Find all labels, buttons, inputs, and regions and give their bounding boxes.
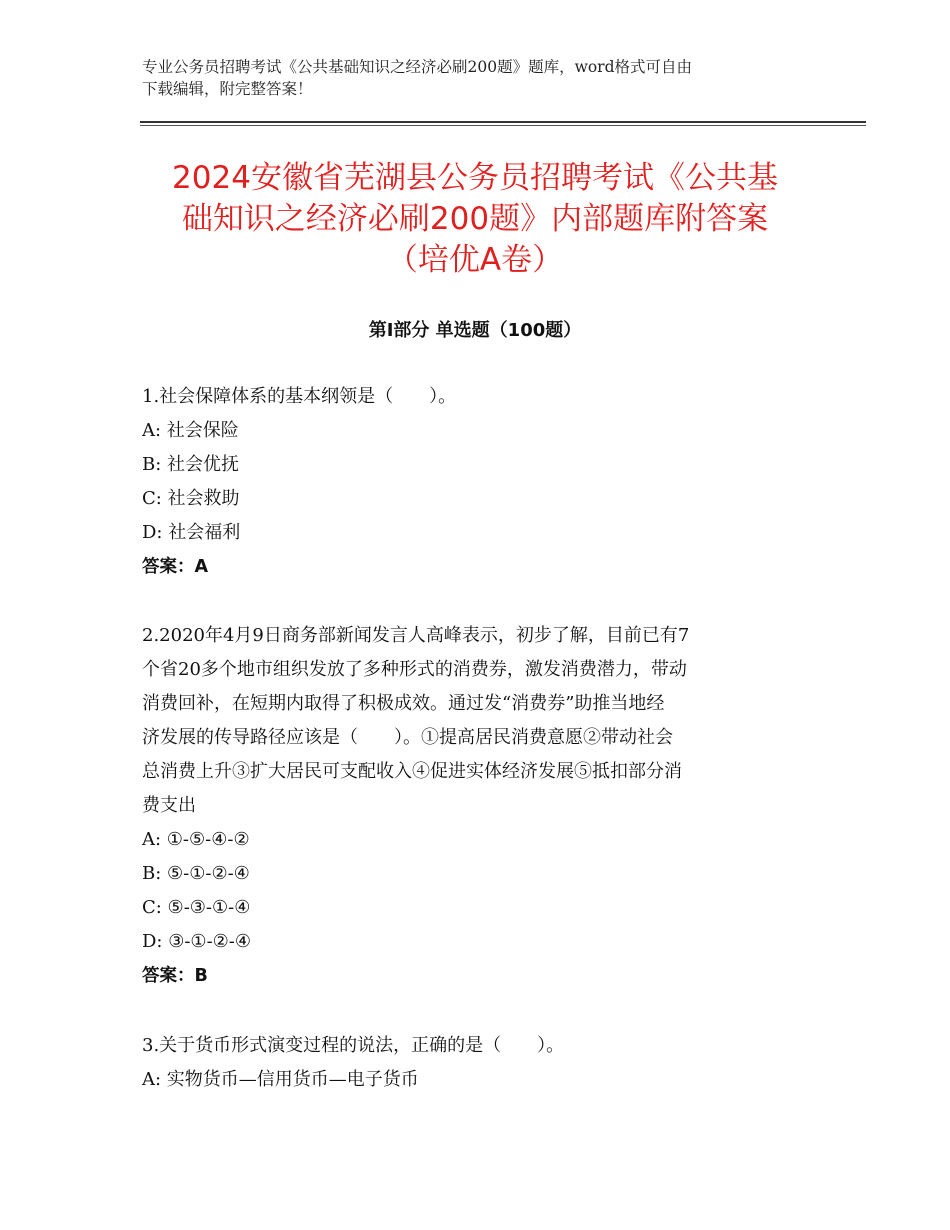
question-stem-line: 费支出 xyxy=(142,795,196,816)
question-2 xyxy=(142,619,822,993)
option-a: A: 社会保险 xyxy=(142,420,239,441)
question-3 xyxy=(142,1029,822,1097)
question-stem-line: 消费回补，在短期内取得了积极成效。通过发“消费券”助推当地经 xyxy=(142,693,665,714)
header-line: 下载编辑，附完整答案！ xyxy=(142,80,313,98)
answer-label: 答案：B xyxy=(142,966,208,986)
option-a: A: 实物货币—信用货币—电子货币 xyxy=(142,1069,419,1090)
question-stem-line: 总消费上升③扩大居民可支配收入④促进实体经济发展⑤抵扣部分消 xyxy=(142,761,682,782)
header-line: 专业公务员招聘考试《公共基础知识之经济必刷200题》题库，word格式可自由 xyxy=(142,58,693,76)
option-d: D: ③-①-②-④ xyxy=(142,931,252,952)
option-b: B: ⑤-①-②-④ xyxy=(142,863,250,884)
section-heading: 第I部分 单选题（100题） xyxy=(368,320,582,341)
question-stem-line: 2.2020年4月9日商务部新闻发言人高峰表示，初步了解，目前已有7 xyxy=(142,625,690,646)
title-line: 2024安徽省芜湖县公务员招聘考试《公共基 xyxy=(172,160,778,196)
page-header xyxy=(142,56,822,100)
question-stem: 3.关于货币形式演变过程的说法，正确的是（ ）。 xyxy=(142,1035,565,1056)
question-stem: 1.社会保障体系的基本纲领是（ ）。 xyxy=(142,386,457,407)
option-c: C: ⑤-③-①-④ xyxy=(142,897,251,918)
document-title xyxy=(130,158,820,281)
option-a: A: ①-⑤-④-② xyxy=(142,829,250,850)
option-b: B: 社会优抚 xyxy=(142,454,240,475)
option-c: C: 社会救助 xyxy=(142,488,240,509)
header-divider-thick xyxy=(140,121,866,123)
question-stem-line: 济发展的传导路径应该是（ ）。①提高居民消费意愿②带动社会 xyxy=(142,727,673,748)
answer-label: 答案：A xyxy=(142,557,209,577)
option-d: D: 社会福利 xyxy=(142,522,241,543)
title-line: （培优A卷） xyxy=(386,242,564,278)
question-stem-line: 个省20多个地市组织发放了多种形式的消费券，激发消费潜力，带动 xyxy=(142,659,687,680)
title-line: 础知识之经济必刷200题》内部题库附答案 xyxy=(181,201,769,237)
header-divider-thin xyxy=(140,125,866,126)
question-1 xyxy=(142,380,822,584)
